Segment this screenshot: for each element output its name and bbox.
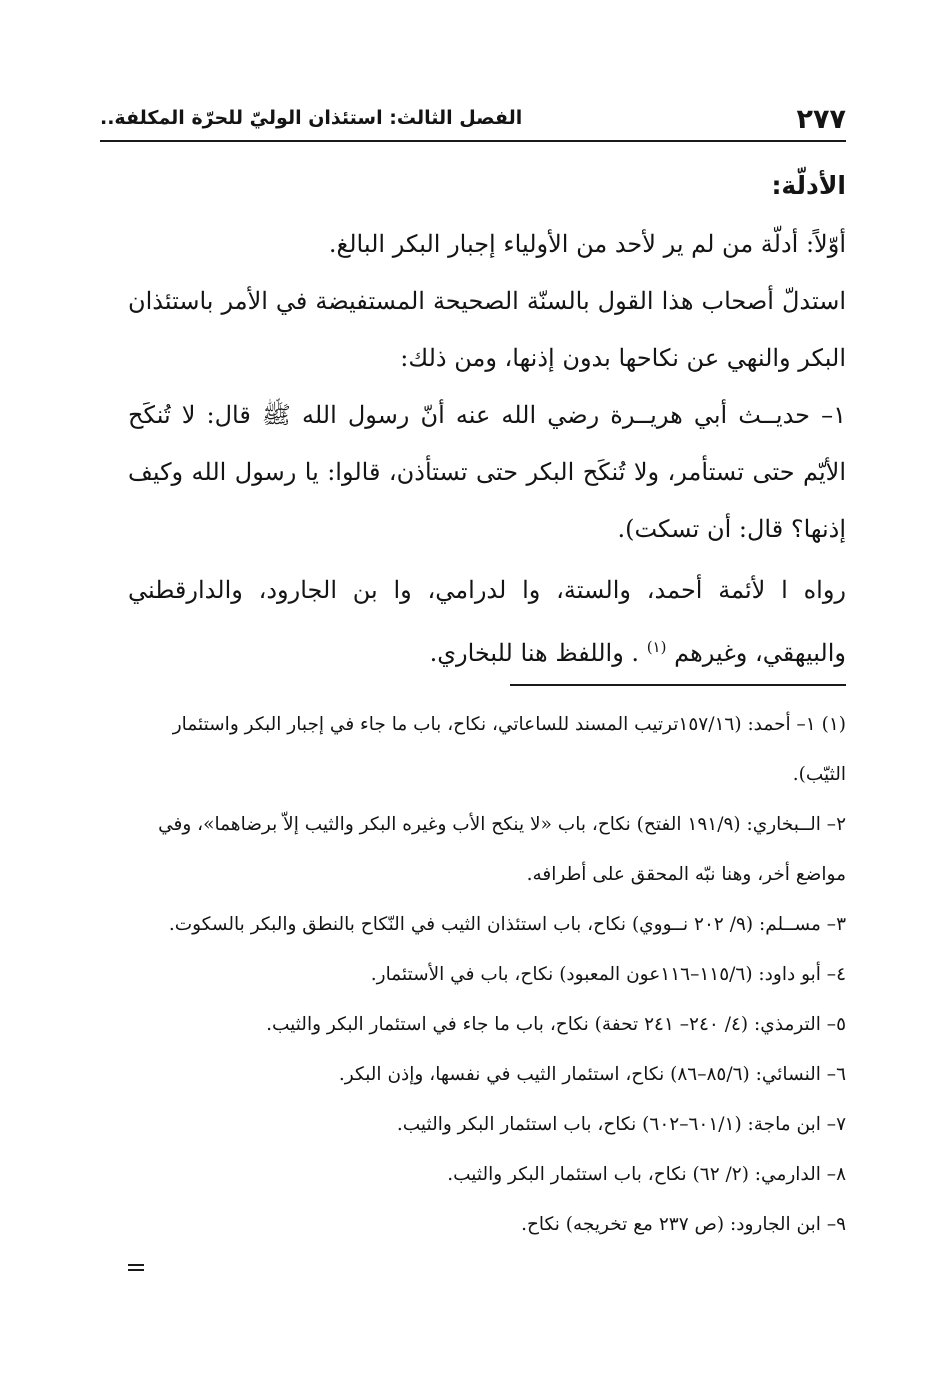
continuation-line xyxy=(128,1264,144,1266)
footnote-item: ٣– مســلم: (٩/ ٢٠٢ نــووي) نكاح، باب استئذان الثيب في النّكاح بالنطق والبكر بالسكوت. xyxy=(168,914,846,935)
narrators-text: رواه ا لأئمة أحمد، والستة، وا لدرامي، وا بن الجارود، والدارقطني والبيهقي، وغيرهم xyxy=(128,576,846,667)
footnote-item: (١) ١– أحمد: (١٥٧/١٦ترتيب المسند للساعاتي، نكاح، باب ما جاء في إجبار البكر واستئمار الثيّب). xyxy=(172,714,846,785)
footnote-separator xyxy=(510,684,846,686)
paragraph-hadith: ١– حديــث أبي هريــرة رضي الله عنه أنّ رسول الله ﷺ قال: لا تُنكَح الأيّم حتى تستأمر، ولا تُنكَح البكر حتى تستأذن، قالوا: يا رسول الله وكيف إذنها؟ قال: أن تسكت). xyxy=(128,401,846,543)
footnote-item: ٧– ابن ماجة: (٦٠١/١–٦٠٢) نكاح، باب استئمار البكر والثيب. xyxy=(396,1114,846,1135)
narrators-text-end: . واللفظ هنا للبخاري. xyxy=(429,639,640,667)
section-heading: الأدلّة: xyxy=(771,171,846,200)
footnote-item: ٩– ابن الجارود: (ص ٢٣٧ مع تخريجه) نكاح. xyxy=(521,1214,846,1235)
footnote-item: ٤– أبو داود: (١١٥/٦–١١٦عون المعبود) نكاح، باب في الأستئمار. xyxy=(370,964,846,985)
footnote-item: ٨– الدارمي: (٢/ ٦٢) نكاح، باب استئمار البكر والثيب. xyxy=(447,1164,846,1185)
continuation-line xyxy=(128,1269,144,1271)
footnotes xyxy=(128,700,846,1250)
footnote-item: ٢– الــبخاري: (١٩١/٩ الفتح) نكاح، باب «لا ينكح الأب وغيره البكر والثيب إلاّ برضاهما»، وفي مواضع أخر، وهنا نبّه المحقق على أطرافه. xyxy=(158,814,846,885)
footnote-item: ٦– النسائي: (٨٥/٦–٨٦) نكاح، استئمار الثيب في نفسها، وإذن البكر. xyxy=(338,1064,846,1085)
continuation-mark xyxy=(128,1264,144,1274)
paragraph-argument: استدلّ أصحاب هذا القول بالسنّة الصحيحة المستفيضة في الأمر باستئذان البكر والنهي عن نكاحها بدون إذنها، ومن ذلك: xyxy=(128,287,846,372)
page-number: ٢٧٧ xyxy=(796,104,846,135)
footnote-item: ٥– الترمذي: (٤/ ٢٤٠– ٢٤١ تحفة) نكاح، باب ما جاء في استئمار البكر والثيب. xyxy=(266,1014,846,1035)
running-header xyxy=(100,96,846,142)
paragraph-narrators xyxy=(128,562,846,682)
chapter-title: الفصل الثالث: استئذان الوليّ للحرّة المكلفة.. xyxy=(100,107,523,129)
main-text xyxy=(128,160,846,682)
paragraph-first-evidence: أوّلاً: أدلّة من لم ير لأحد من الأولياء إجبار البكر البالغ. xyxy=(328,230,846,258)
footnote-reference: (١) xyxy=(646,638,667,656)
